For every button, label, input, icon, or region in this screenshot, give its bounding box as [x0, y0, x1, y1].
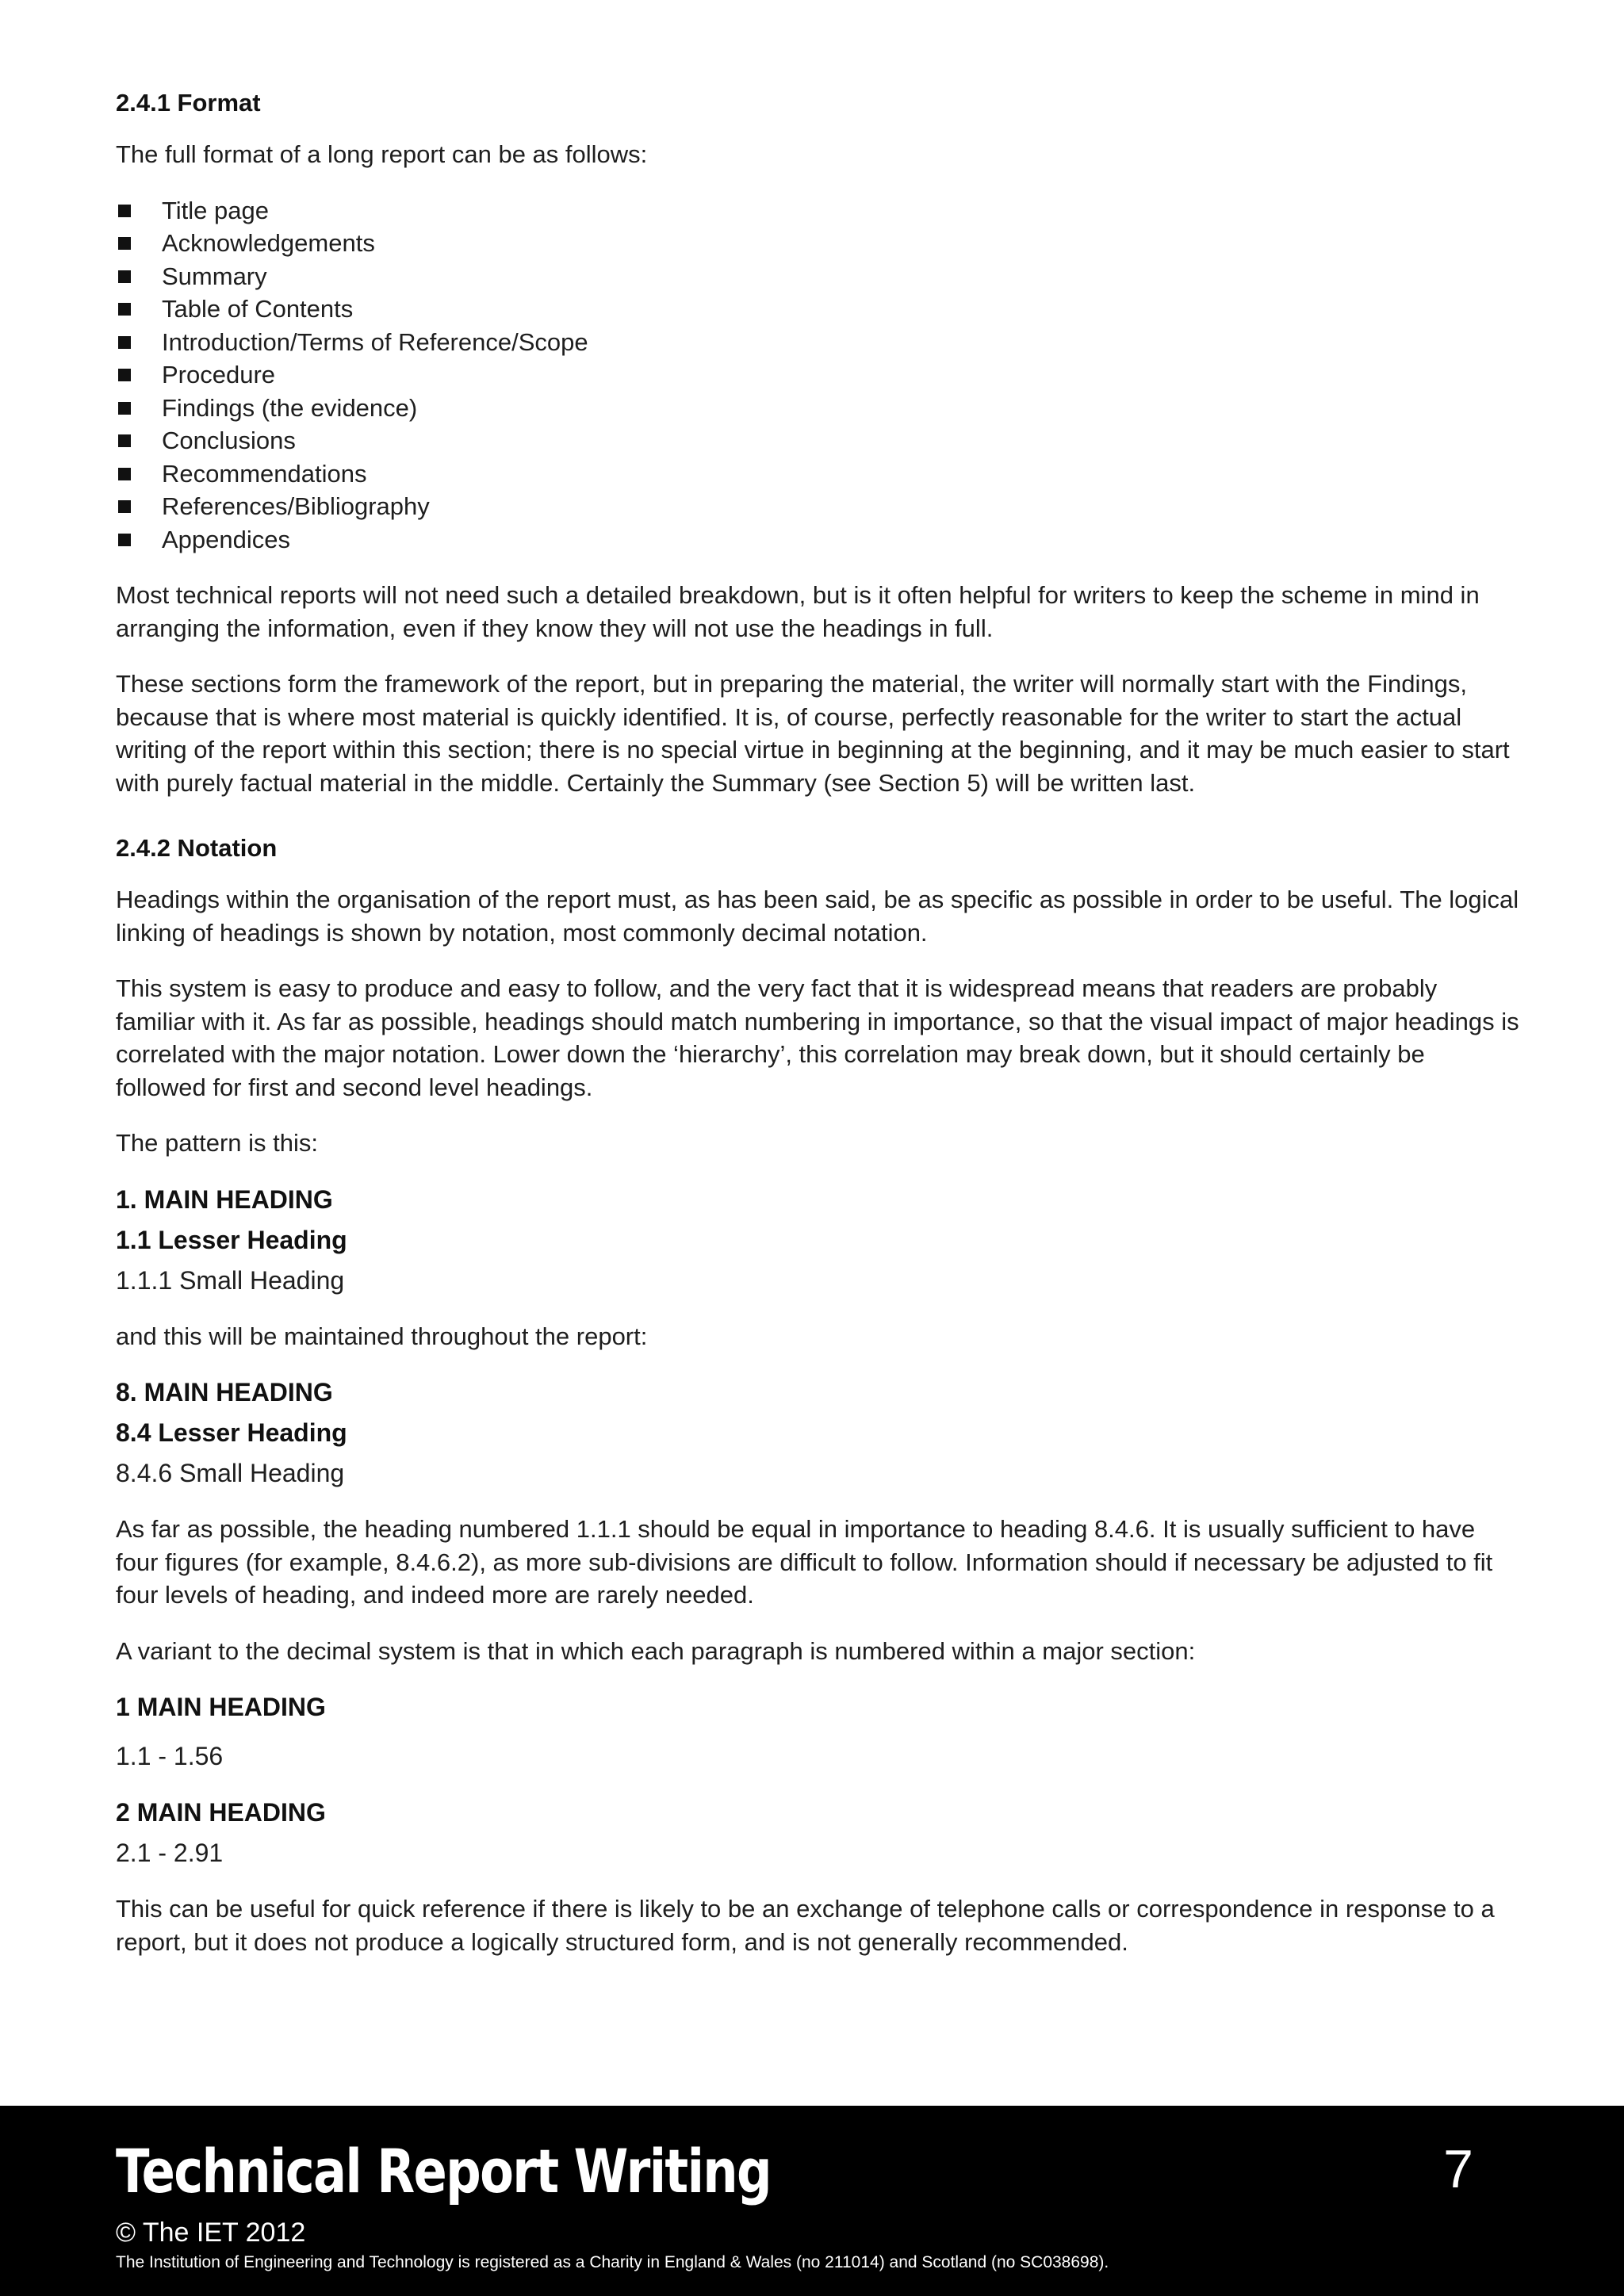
square-bullet-icon	[118, 336, 131, 349]
list-item-label: Procedure	[162, 361, 276, 388]
maintained-text: and this will be maintained throughout the report:	[116, 1322, 648, 1350]
list-item	[116, 392, 1519, 425]
list-item-label: Conclusions	[162, 427, 296, 454]
variant-range: 2.1 - 2.91	[116, 1839, 224, 1867]
notation-heading: 2.4.2 Notation	[116, 834, 278, 862]
list-item-label: Findings (the evidence)	[162, 393, 418, 422]
example-main-heading: 8. MAIN HEADING	[116, 1378, 333, 1406]
example-lesser-heading: 1.1 Lesser Heading	[116, 1225, 347, 1254]
page-footer	[0, 2106, 1624, 2296]
square-bullet-icon	[118, 369, 131, 381]
notation-paragraph-2: This system is easy to produce and easy to follow, and the very fact that it is widespread means that readers are probably familiar with it. As far as possible, headings should match numbering in importance, so that the visual impact of major headings is correlated with the major notation. Lower down the ‘hierarchy’, this correlation may break down, but it should certainly be followed for first and second level headings.	[116, 974, 1519, 1101]
square-bullet-icon	[118, 205, 131, 217]
list-item-label: Recommendations	[162, 459, 367, 488]
example-lesser-heading: 8.4 Lesser Heading	[116, 1418, 347, 1447]
list-item-label: Appendices	[162, 525, 291, 553]
square-bullet-icon	[118, 402, 131, 415]
list-item-label: Summary	[162, 262, 267, 290]
notation-paragraph-1: Headings within the organisation of the report must, as has been said, be as specific as possible in order to be useful. The logical linking of headings is shown by notation, most commonly decimal notation.	[116, 886, 1519, 947]
square-bullet-icon	[118, 303, 131, 316]
square-bullet-icon	[118, 534, 131, 546]
list-item-label: Title page	[162, 196, 269, 224]
format-intro: The full format of a long report can be as follows:	[116, 140, 648, 168]
notation-paragraph-3: As far as possible, the heading numbered 1.1.1 should be equal in importance to heading 8.4.6. It is usually sufficient to have four figures (for example, 8.4.6.2), as more sub-divisions are difficult to follow. Information should if necessary be adjusted to fit four levels of heading, and indeed more are rarely needed.	[116, 1515, 1493, 1609]
variant-main-heading: 2 MAIN HEADING	[116, 1798, 326, 1827]
variant-main-heading: 1 MAIN HEADING	[116, 1693, 326, 1721]
list-item-label: Table of Contents	[162, 295, 354, 323]
page-number: 7	[1443, 2139, 1473, 2199]
list-item	[116, 260, 1519, 293]
notation-paragraph-4: This can be useful for quick reference if there is likely to be an exchange of telephone calls or correspondence in response to a report, but it does not produce a logically structured form, and is not generally recommended.	[116, 1895, 1495, 1956]
format-paragraph-2: These sections form the framework of the report, but in preparing the material, the writer will normally start with the Findings, because that is where most material is quickly identified. It is, of course, perfectly reasonable for the writer to start the actual writing of the report within this section; there is no special virtue in beginning at the beginning, and it may be much easier to start with purely factual material in the middle. Certainly the Summary (see Section 5) will be written last.	[116, 670, 1510, 797]
pattern-intro: The pattern is this:	[116, 1129, 319, 1157]
report-format-list	[116, 194, 1519, 557]
list-item	[116, 490, 1519, 523]
list-item	[116, 326, 1519, 359]
list-item	[116, 194, 1519, 228]
variant-range: 1.1 - 1.56	[116, 1742, 224, 1770]
list-item-label: Introduction/Terms of Reference/Scope	[162, 327, 588, 356]
list-item	[116, 358, 1519, 392]
square-bullet-icon	[118, 500, 131, 513]
list-item	[116, 227, 1519, 260]
list-item-label: References/Bibliography	[162, 492, 430, 520]
format-paragraph-1: Most technical reports will not need such a detailed breakdown, but is it often helpful for writers to keep the scheme in mind in arranging the information, even if they know they will not use the headings in full.	[116, 581, 1480, 642]
list-item	[116, 293, 1519, 326]
page-content	[116, 86, 1519, 1981]
list-item	[116, 424, 1519, 457]
example-small-heading: 8.4.6 Small Heading	[116, 1459, 345, 1487]
square-bullet-icon	[118, 270, 131, 283]
list-item-label: Acknowledgements	[162, 229, 375, 257]
example-small-heading: 1.1.1 Small Heading	[116, 1265, 345, 1295]
list-item	[116, 457, 1519, 491]
footer-title: Technical Report Writing	[116, 2136, 772, 2206]
charity-registration-note: The Institution of Engineering and Technology is registered as a Charity in England & Wales (no 211014) and Scotland (no SC038698).	[116, 2253, 1109, 2271]
format-heading: 2.4.1 Format	[116, 89, 261, 117]
variant-intro: A variant to the decimal system is that in which each paragraph is numbered within a major section:	[116, 1636, 1196, 1665]
square-bullet-icon	[118, 434, 131, 447]
copyright-notice: © The IET 2012	[116, 2218, 306, 2248]
example-main-heading: 1. MAIN HEADING	[116, 1184, 333, 1214]
square-bullet-icon	[118, 468, 131, 480]
list-item	[116, 523, 1519, 557]
square-bullet-icon	[118, 237, 131, 250]
